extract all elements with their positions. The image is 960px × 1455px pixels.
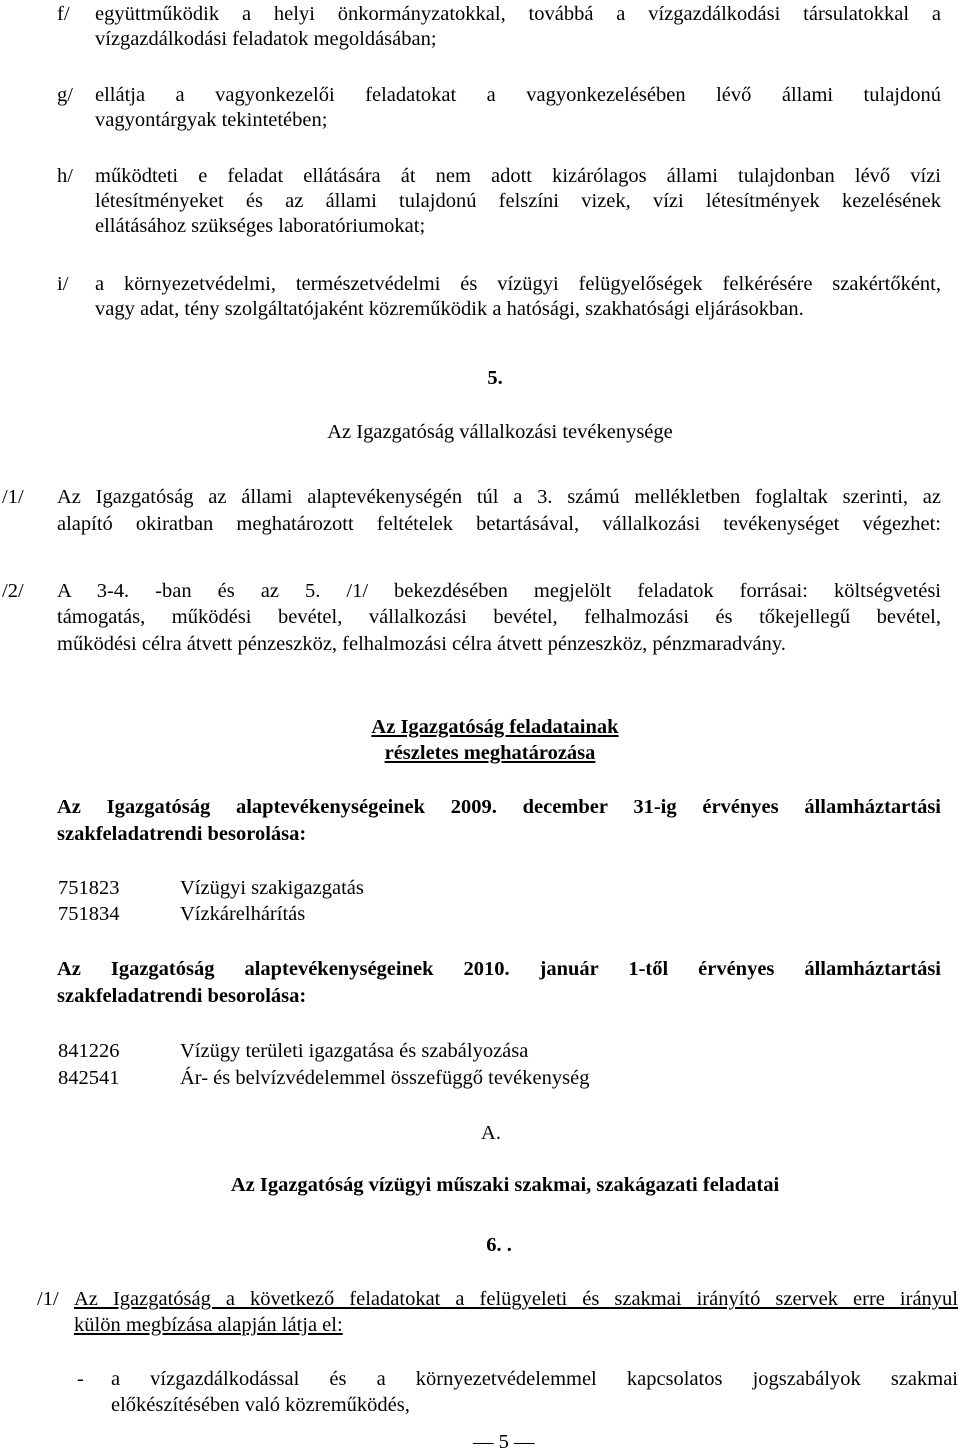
paragraph-6-1-label: /1/ bbox=[37, 1288, 59, 1310]
section-title: Az Igazgatóság vállalkozási tevékenysége bbox=[327, 421, 673, 443]
classification-row bbox=[58, 876, 364, 901]
classification-2009-title: Az Igazgatóság alaptevékenységeinek 2009. december 31-ig érvényes államháztartási bbox=[57, 796, 941, 818]
classification-code: 842541 bbox=[58, 1067, 120, 1089]
dash-bullet: - bbox=[77, 1368, 84, 1390]
list-item-i bbox=[57, 272, 941, 322]
paragraph-1-label: /1/ bbox=[2, 486, 24, 508]
list-item-text: együttműködik a helyi önkormányzatokkal, továbbá a vízgazdálkodási társulatokkal a bbox=[95, 3, 941, 25]
classification-name: Vízügyi szakigazgatás bbox=[180, 877, 364, 899]
paragraph-6-1-line: Az Igazgatóság a következő feladatokat a felügyeleti és szakmai irányító szervek erre irányul bbox=[74, 1288, 958, 1310]
list-item-text: vagyontárgyak tekintetében; bbox=[95, 109, 328, 131]
list-item-h bbox=[57, 164, 941, 239]
list-item-label: h/ bbox=[57, 165, 73, 187]
dash-item-line: előkészítésében való közreműködés, bbox=[111, 1394, 410, 1416]
paragraph-2-line: A 3-4. -ban és az 5. /1/ bekezdésében megjelölt feladatok forrásai: költségvetési bbox=[57, 580, 941, 602]
classification-name: Vízkárelhárítás bbox=[180, 903, 306, 925]
list-item-text: a környezetvédelmi, természetvédelmi és vízügyi felügyelőségek felkérésére szakértőként, bbox=[95, 273, 941, 295]
list-item-text: ellátásához szükséges laboratóriumokat; bbox=[95, 215, 426, 237]
classification-2009-title: szakfeladatrendi besorolása: bbox=[57, 823, 307, 845]
section-letter: A. bbox=[481, 1122, 501, 1144]
paragraph-1-line: Az Igazgatóság az állami alaptevékenységén túl a 3. számú mellékletben foglaltak szerinti, az bbox=[57, 486, 941, 508]
list-item-g bbox=[57, 83, 941, 133]
page-number: — 5 — bbox=[473, 1431, 535, 1453]
classification-code: 751823 bbox=[58, 877, 120, 899]
list-item-text: ellátja a vagyonkezelői feladatokat a vagyonkezelésében lévő állami tulajdonú bbox=[95, 84, 941, 106]
classification-code: 841226 bbox=[58, 1040, 120, 1062]
paragraph-6-1-line: külön megbízása alapján látja el: bbox=[74, 1314, 343, 1336]
classification-name: Vízügy területi igazgatása és szabályozása bbox=[180, 1040, 529, 1062]
list-item-label: f/ bbox=[57, 3, 70, 25]
list-item-text: működteti e feladat ellátására át nem adott kizárólagos állami tulajdonban lévő vízi bbox=[95, 165, 941, 187]
list-item-f bbox=[57, 2, 941, 52]
heading-line: Az Igazgatóság feladatainak bbox=[371, 716, 619, 738]
list-item-text: létesítményeket és az állami tulajdonú felszíni vizek, vízi létesítmények kezelésének bbox=[95, 190, 941, 212]
section-title: Az Igazgatóság vízügyi műszaki szakmai, szakágazati feladatai bbox=[230, 1174, 780, 1196]
classification-row bbox=[58, 902, 305, 927]
list-item-label: i/ bbox=[57, 273, 69, 295]
classification-2010-title: szakfeladatrendi besorolása: bbox=[57, 985, 307, 1007]
classification-row bbox=[58, 1039, 528, 1064]
paragraph-2-line: működési célra átvett pénzeszköz, felhalmozási célra átvett pénzeszköz, pénzmaradvány. bbox=[57, 633, 786, 655]
heading-line: részletes meghatározása bbox=[384, 742, 596, 764]
paragraph-1-line: alapító okiratban meghatározott feltételek betartásával, vállalkozási tevékenységet végezhet: bbox=[57, 513, 941, 535]
paragraph-2-label: /2/ bbox=[2, 580, 24, 602]
section-number: 6. . bbox=[486, 1234, 512, 1256]
list-item-text: vagy adat, tény szolgáltatójaként közreműködik a hatósági, szakhatósági eljárásokban. bbox=[95, 298, 804, 320]
dash-item-line: a vízgazdálkodással és a környezetvédelemmel kapcsolatos jogszabályok szakmai bbox=[111, 1368, 958, 1390]
paragraph-2-line: támogatás, működési bevétel, vállalkozási bevétel, felhalmozási és tőkejellegű bevétel, bbox=[57, 606, 941, 628]
classification-2010-title: Az Igazgatóság alaptevékenységeinek 2010. január 1-től érvényes államháztartási bbox=[57, 958, 941, 980]
classification-name: Ár- és belvízvédelemmel összefüggő tevékenység bbox=[180, 1067, 590, 1089]
classification-row bbox=[58, 1066, 589, 1091]
classification-code: 751834 bbox=[58, 903, 120, 925]
section-number: 5. bbox=[487, 367, 503, 389]
list-item-label: g/ bbox=[57, 84, 73, 106]
list-item-text: vízgazdálkodási feladatok megoldásában; bbox=[95, 28, 437, 50]
